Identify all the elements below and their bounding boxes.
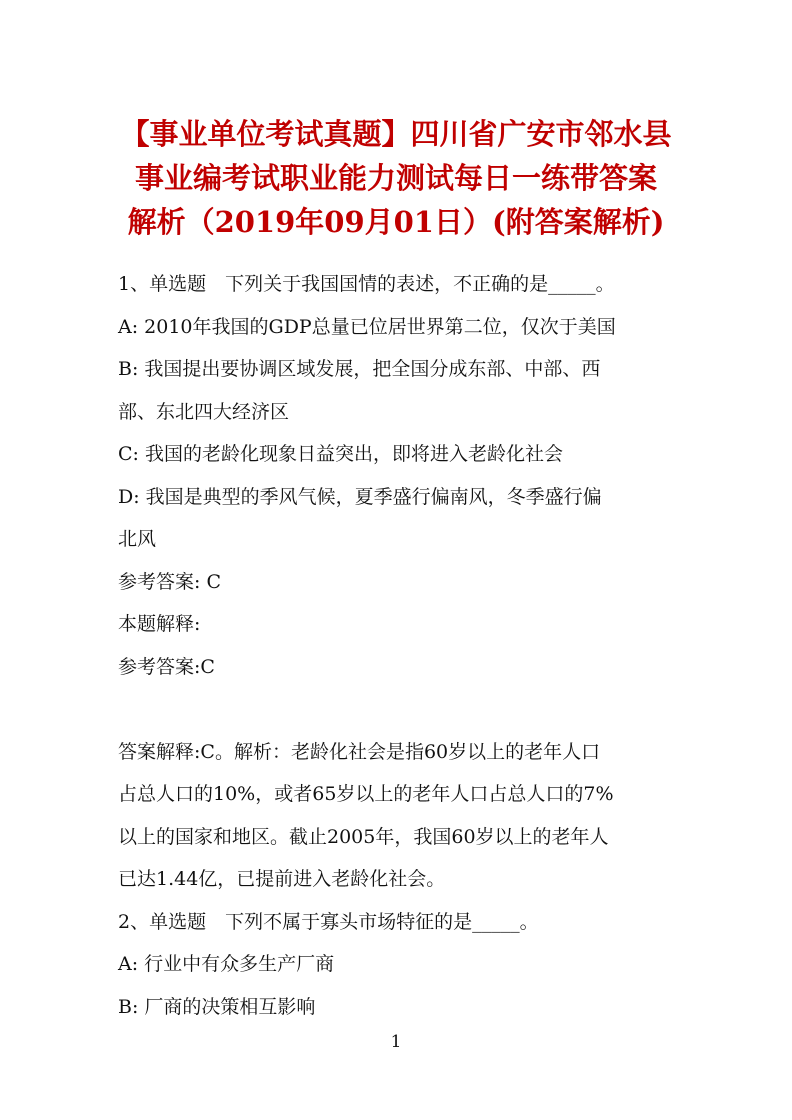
question-1-explanation-heading: 本题解释: [118,613,201,635]
question-2-stem: 2、单选题 下列不属于寡头市场特征的是_____。 [118,911,539,933]
question-1-option-a: A: 2010年我国的GDP总量已位居世界第二位，仅次于美国 [118,316,616,338]
title-line-3: 解析（2019年09月01日）(附答案解析) [127,205,665,239]
page-number: 1 [390,1032,402,1052]
question-2-option-b: B: 厂商的决策相互影响 [118,996,316,1018]
question-1-option-c: C: 我国的老龄化现象日益突出，即将进入老龄化社会 [118,443,563,465]
question-1-option-b-continued: 部、东北四大经济区 [118,401,290,423]
question-1-explanation-line-4: 已达1.44亿，已提前进入老龄化社会。 [118,868,446,890]
question-1-option-d-continued: 北风 [118,528,157,550]
question-2-option-a: A: 行业中有众多生产厂商 [118,953,335,975]
question-1-reference-answer: 参考答案: C [118,571,221,593]
question-1-option-d: D: 我国是典型的季风气候，夏季盛行偏南风，冬季盛行偏 [118,486,602,508]
question-1-explanation-line-3: 以上的国家和地区。截止2005年，我国60岁以上的老年人 [118,826,609,848]
title-line-2: 事业编考试职业能力测试每日一练带答案 [134,161,657,195]
question-1-option-b: B: 我国提出要协调区域发展，把全国分成东部、中部、西 [118,358,601,380]
title-line-1: 【事业单位考试真题】四川省广安市邻水县 [120,117,672,151]
question-1-reference-answer-repeat: 参考答案:C [118,656,215,678]
question-1-explanation-line-2: 占总人口的10%，或者65岁以上的老年人口占总人口的7% [118,783,614,805]
question-1-stem: 1、单选题 下列关于我国国情的表述，不正确的是_____。 [118,273,615,295]
question-1-explanation-line-1: 答案解释:C。解析：老龄化社会是指60岁以上的老年人口 [118,741,601,763]
document-title [100,112,692,244]
